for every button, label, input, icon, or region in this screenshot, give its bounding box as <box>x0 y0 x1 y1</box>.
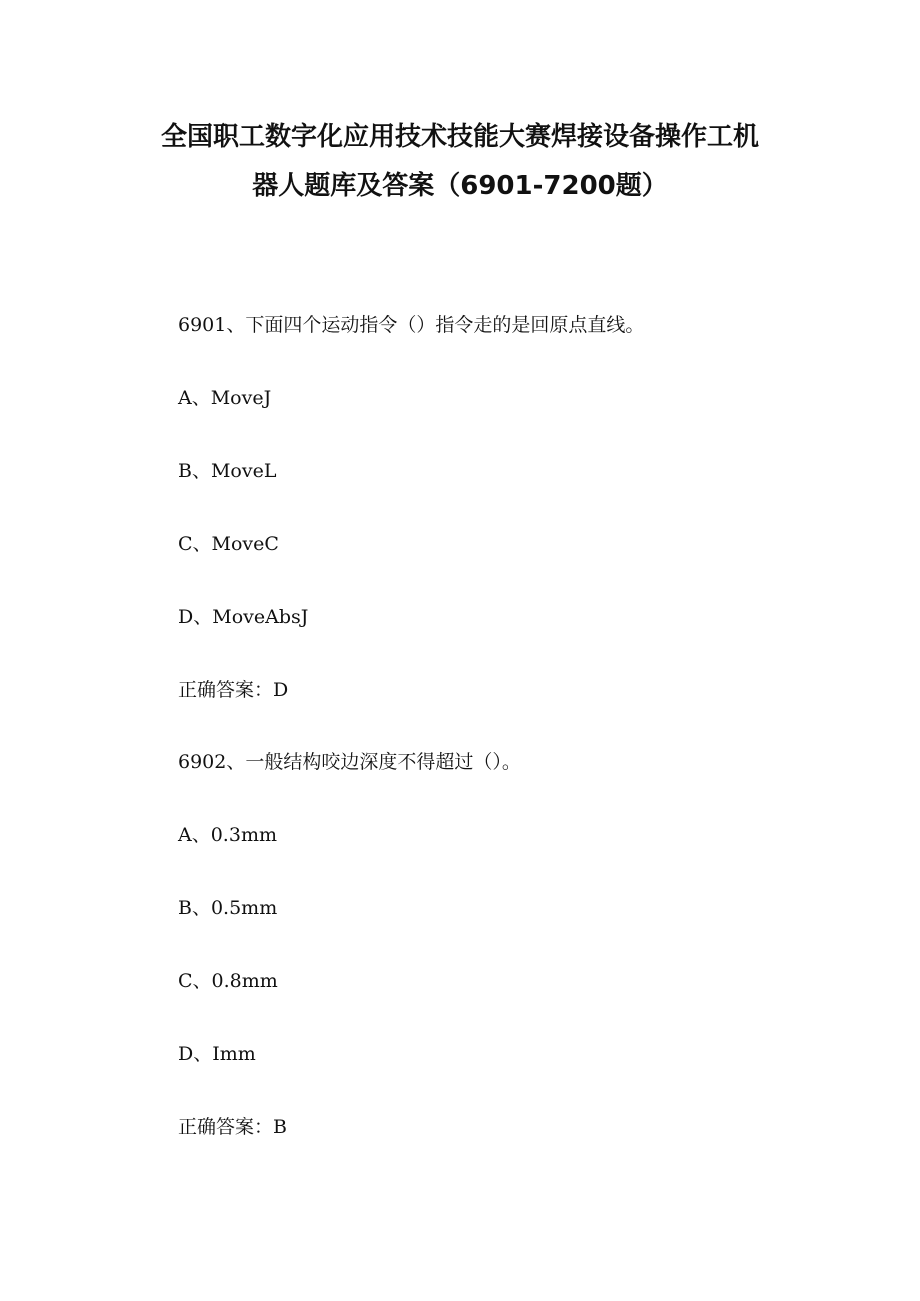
question-stem: 6902、一般结构咬边深度不得超过（）。 <box>178 751 521 773</box>
option-a: A、0.3mm <box>178 824 277 846</box>
option-c: C、MoveC <box>178 533 279 555</box>
option-c: C、0.8mm <box>178 970 278 992</box>
document-title-line-2: 器人题库及答案（6901-7200题） <box>252 171 668 201</box>
option-b: B、MoveL <box>178 460 277 482</box>
document-title-line-1: 全国职工数字化应用技术技能大赛焊接设备操作工机 <box>160 122 759 152</box>
option-a: A、MoveJ <box>178 387 272 409</box>
correct-answer: 正确答案：B <box>178 1116 287 1138</box>
correct-answer: 正确答案：D <box>178 679 289 701</box>
question-stem: 6901、下面四个运动指令（）指令走的是回原点直线。 <box>178 314 645 336</box>
option-d: D、MoveAbsJ <box>178 606 309 628</box>
option-d: D、Imm <box>178 1043 256 1065</box>
option-b: B、0.5mm <box>178 897 278 919</box>
